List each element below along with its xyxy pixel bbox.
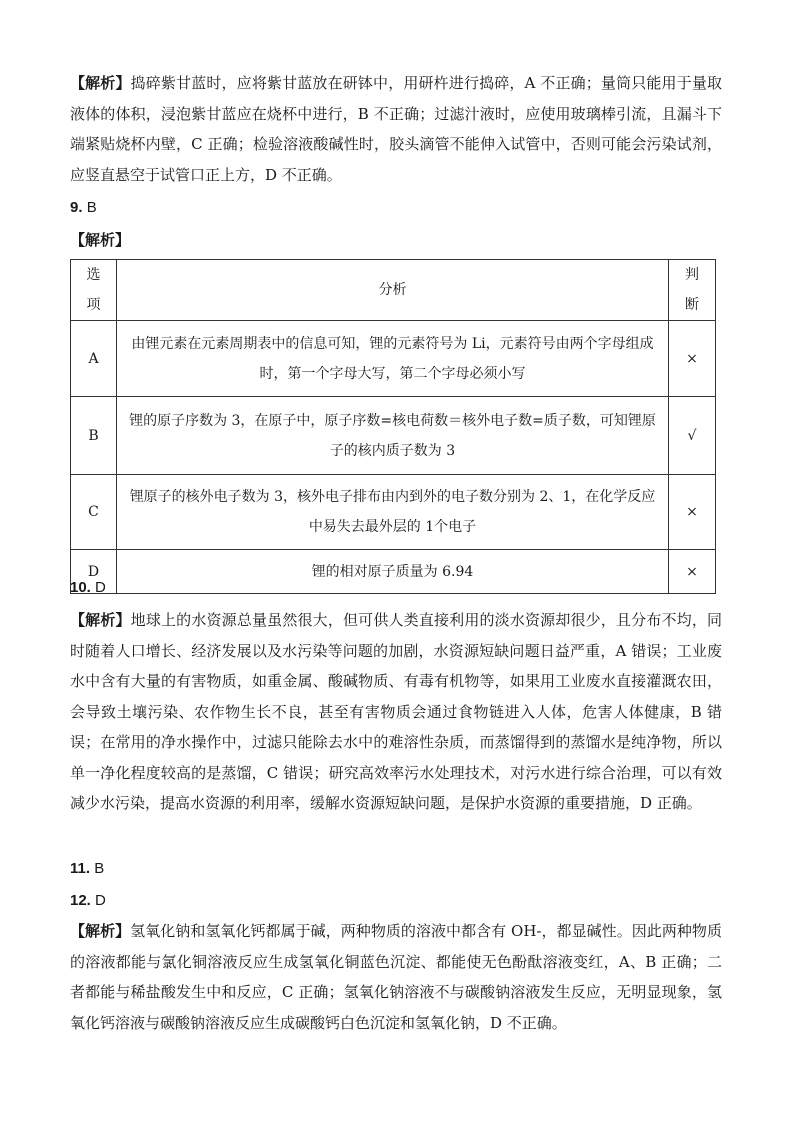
analysis-table	[70, 259, 716, 594]
judge-cell: ×	[669, 321, 716, 397]
q10-analysis	[70, 605, 722, 819]
judge-cell: √	[669, 397, 716, 475]
q8-analysis	[70, 68, 722, 190]
answer-letter: D	[95, 579, 106, 596]
table-row	[71, 550, 716, 594]
analysis-text: 氢氧化钠和氢氧化钙都属于碱，两种物质的溶液中都含有 OH-，都显碱性。因此两种物质的溶液都能与氯化铜溶液反应生成氢氧化铜蓝色沉淀、都能使无色酚酞溶液变红，A、B 正确；二者都能与稀盐酸发生中和反应，C 正确；氢氧化钠溶液不与碳酸钠溶液发生反应，无明显现象，氢氧化钙溶液与碳酸钠溶液反应生成碳酸钙白色沉淀和氢氧化钠，D 不正确。	[70, 922, 722, 1032]
judge-cell: ×	[669, 550, 716, 594]
analysis-label: 【解析】	[70, 611, 131, 629]
table-row	[71, 321, 716, 397]
analysis-text: 地球上的水资源总量虽然很大，但可供人类直接利用的淡水资源却很少，且分布不均，同时随着人口增长、经济发展以及水污染等问题的加剧，水资源短缺问题日益严重，A 错误；工业废水中含有大量的有害物质，如重金属、酸碱物质、有毒有机物等，如果用工业废水直接灌溉农田，会导致土壤污染、农作物生长不良，甚至有害物质会通过食物链进入人体，危害人体健康，B 错误；在常用的净水操作中，过滤只能除去水中的难溶性杂质，而蒸馏得到的蒸馏水是纯净物，所以单一净化程度较高的是蒸馏，C 错误；研究高效率污水处理技术，对污水进行综合治理，可以有效减少水污染，提高水资源的利用率，缓解水资源短缺问题，是保护水资源的重要措施，D 正确。	[70, 611, 722, 812]
q12-answer-line	[70, 891, 106, 911]
answer-letter: B	[94, 860, 105, 877]
question-number: 11.	[70, 860, 91, 877]
judge-cell: ×	[669, 475, 716, 550]
option-cell: C	[71, 475, 117, 550]
header-analysis: 分析	[117, 260, 669, 321]
table-row	[71, 475, 716, 550]
q11-answer-line	[70, 859, 104, 879]
header-judge: 判断	[669, 260, 716, 321]
analysis-label: 【解析】	[70, 74, 131, 92]
table-header-row	[71, 260, 716, 321]
analysis-cell: 锂的相对原子质量为 6.94	[117, 550, 669, 594]
analysis-cell: 锂原子的核外电子数为 3，核外电子排布由内到外的电子数分别为 2、1，在化学反应中易失去最外层的 1个电子	[117, 475, 669, 550]
q10-answer-line	[70, 578, 106, 598]
table-row	[71, 397, 716, 475]
analysis-text: 捣碎紫甘蓝时，应将紫甘蓝放在研钵中，用研杵进行捣碎，A 不正确；量筒只能用于量取液体的体积，浸泡紫甘蓝应在烧杯中进行，B 不正确；过滤汁液时，应使用玻璃棒引流，且漏斗下端紧贴烧杯内壁，C 正确；检验溶液酸碱性时，胶头滴管不能伸入试管中，否则可能会污染试剂，应竖直悬空于试管口正上方，D 不正确。	[70, 74, 722, 184]
answer-letter: D	[95, 892, 106, 909]
q9-analysis-label: 【解析】	[70, 231, 131, 249]
header-option: 选项	[71, 260, 117, 321]
q12-analysis	[70, 916, 722, 1038]
option-cell: D	[71, 550, 117, 594]
analysis-cell: 锂的原子序数为 3，在原子中，原子序数=核电荷数＝核外电子数=质子数，可知锂原子的核内质子数为 3	[117, 397, 669, 475]
question-number: 10.	[70, 579, 91, 596]
question-number: 12.	[70, 892, 91, 909]
analysis-cell: 由锂元素在元素周期表中的信息可知，锂的元素符号为 Li，元素符号由两个字母组成时，第一个字母大写，第二个字母必须小写	[117, 321, 669, 397]
analysis-label: 【解析】	[70, 922, 131, 940]
question-number: 9.	[70, 199, 83, 216]
answer-letter: B	[86, 199, 97, 216]
option-cell: B	[71, 397, 117, 475]
q9-answer-line	[70, 198, 97, 218]
option-cell: A	[71, 321, 117, 397]
